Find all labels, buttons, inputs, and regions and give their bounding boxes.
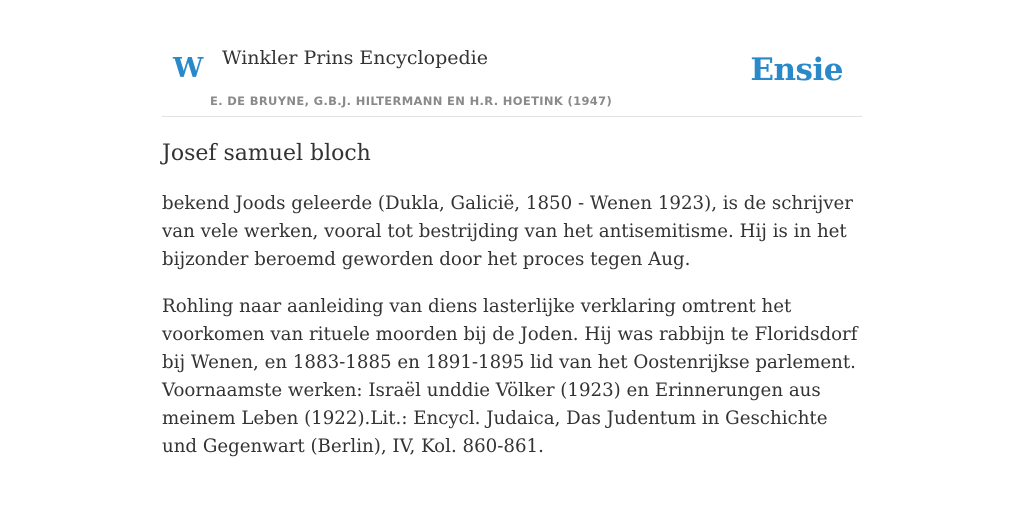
- article-paragraph: bekend Joods geleerde (Dukla, Galicië, 1850 - Wenen 1923), is de schrijver van vele werken, vooral tot bestrijding van het antisemitisme. Hij is in het bijzonder beroemd geworden door het proces tegen Aug.: [162, 193, 853, 270]
- article-title: Josef samuel bloch: [162, 141, 371, 166]
- winkler-prins-logo[interactable]: W: [173, 53, 204, 84]
- site-header: [162, 0, 862, 117]
- article-paragraph: Rohling naar aanleiding van diens lasterlijke verklaring omtrent het voorkomen van rituele moorden bij de Joden. Hij was rabbijn te Floridsdorf bij Wenen, en 1883-1885 en 1891-1895 lid van het Oostenrijkse parlement. Voornaamste werken: Israël unddie Völker (1923) en Erinnerungen aus meinem Leben (1922).Lit.: Encycl. Judaica, Das Judentum in Geschichte und Gegenwart (Berlin), IV, Kol. 860-861.: [162, 296, 858, 457]
- ensie-logo[interactable]: Ensie: [750, 52, 843, 88]
- article: [162, 138, 866, 461]
- book-title-link[interactable]: Winkler Prins Encyclopedie: [222, 47, 488, 69]
- book-authors: E. DE BRUYNE, G.B.J. HILTERMANN EN H.R. HOETINK (1947): [210, 94, 613, 108]
